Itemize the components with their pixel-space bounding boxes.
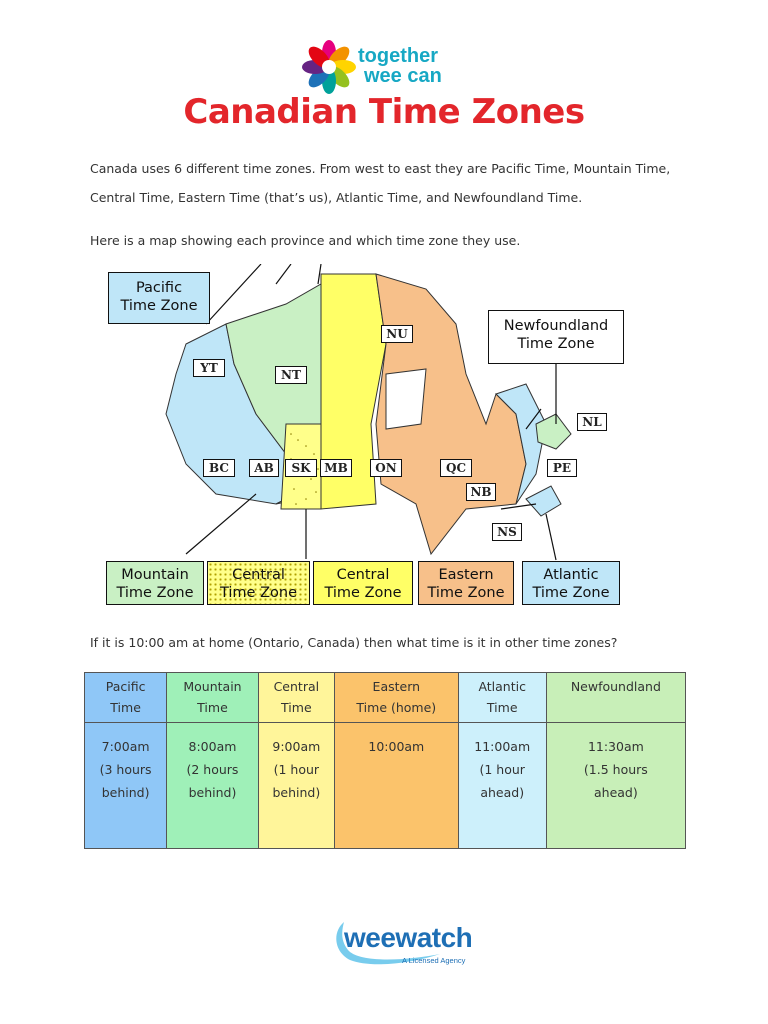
- header-eastern: [334, 673, 458, 723]
- flower-logo-icon: [300, 38, 358, 96]
- eastern-zone-label: [418, 561, 514, 605]
- weewatch-tagline: A Licensed Agency: [402, 956, 466, 965]
- map-intro-paragraph: Here is a map showing each province and which time zone they use.: [90, 233, 521, 248]
- header-line: Newfoundland: [570, 679, 661, 694]
- mountain-zone-label: [106, 561, 204, 605]
- cell-line: behind): [188, 785, 237, 800]
- header-line: Mountain: [183, 679, 242, 694]
- province-label-nt: NT: [275, 366, 307, 384]
- atlantic-zone-label: [522, 561, 620, 605]
- province-label-yt: YT: [193, 359, 225, 377]
- cell-line: (2 hours: [186, 762, 239, 777]
- header-line: Time: [197, 700, 228, 715]
- zone-label-line: Time Zone: [116, 585, 194, 601]
- header-line: Time (home): [356, 700, 437, 715]
- province-label-nu: NU: [381, 325, 413, 343]
- province-label-sk: SK: [285, 459, 317, 477]
- cell-line: 7:00am: [101, 739, 150, 754]
- header-line: Central: [273, 679, 320, 694]
- province-label-nl: NL: [577, 413, 607, 431]
- cell-newfoundland: [546, 723, 685, 849]
- cell-line: (3 hours: [99, 762, 152, 777]
- zone-label-line: Time Zone: [219, 585, 297, 601]
- together-wee-can-logo: [300, 38, 470, 96]
- pacific-zone-label: [108, 272, 210, 324]
- zone-label-line: Mountain: [121, 567, 189, 583]
- header-line: Time: [281, 700, 312, 715]
- zone-label-line: Time Zone: [517, 336, 595, 352]
- zone-label-line: Eastern: [438, 567, 494, 583]
- cell-line: ahead): [593, 785, 638, 800]
- province-label-mb: MB: [320, 459, 352, 477]
- province-label-qc: QC: [440, 459, 472, 477]
- zone-label-line: Time Zone: [120, 298, 198, 314]
- header-atlantic: [458, 673, 546, 723]
- header-pacific: [85, 673, 167, 723]
- cell-line: 8:00am: [188, 739, 237, 754]
- weewatch-wordmark: weewatch: [344, 922, 473, 953]
- page-title: Canadian Time Zones: [183, 92, 585, 132]
- intro-paragraph: Canada uses 6 different time zones. From west to east they are Pacific Time, Mountain Time, Central Time, Eastern Time (that’s us), Atlantic Time, and Newfoundland Time.: [90, 161, 671, 205]
- cell-line: 11:30am: [587, 739, 644, 754]
- cell-line: 9:00am: [272, 739, 321, 754]
- central-sk-zone-label: [207, 561, 310, 605]
- province-label-nb: NB: [466, 483, 496, 501]
- header-line: Atlantic: [478, 679, 526, 694]
- zone-label-line: Time Zone: [427, 585, 505, 601]
- province-label-ab: AB: [249, 459, 279, 477]
- cell-line: (1 hour: [479, 762, 525, 777]
- time-zone-table: [84, 672, 686, 849]
- cell-line: behind): [101, 785, 150, 800]
- header-newfoundland: [546, 673, 685, 723]
- brand-line-2: wee can: [364, 65, 442, 87]
- cell-eastern: [334, 723, 458, 849]
- cell-pacific: [85, 723, 167, 849]
- table-row: [85, 723, 686, 849]
- cell-line: (1.5 hours: [583, 762, 648, 777]
- weewatch-logo: [330, 918, 480, 968]
- cell-line: behind): [272, 785, 321, 800]
- zone-label-line: Central: [232, 567, 285, 583]
- cell-atlantic: [458, 723, 546, 849]
- zone-label-line: Time Zone: [324, 585, 402, 601]
- header-central: [258, 673, 334, 723]
- province-label-ns: NS: [492, 523, 522, 541]
- cell-central: [258, 723, 334, 849]
- zone-label-line: Time Zone: [532, 585, 610, 601]
- newfoundland-zone-label: [488, 310, 624, 364]
- cell-line: (1 hour: [273, 762, 320, 777]
- header-line: Pacific: [105, 679, 146, 694]
- central-zone-label: [313, 561, 413, 605]
- header-line: Time: [110, 700, 141, 715]
- province-label-pe: PE: [547, 459, 577, 477]
- cell-mountain: [167, 723, 259, 849]
- province-label-bc: BC: [203, 459, 235, 477]
- zone-label-line: Pacific: [135, 280, 183, 296]
- province-label-on: ON: [370, 459, 402, 477]
- cell-line: 11:00am: [474, 739, 531, 754]
- brand-line-1: together: [358, 45, 438, 67]
- table-header-row: [85, 673, 686, 723]
- header-line: Time: [486, 700, 518, 715]
- header-mountain: [167, 673, 259, 723]
- zone-label-line: Atlantic: [543, 567, 599, 583]
- zone-label-line: Central: [336, 567, 390, 583]
- zone-label-line: Newfoundland: [503, 318, 609, 334]
- cell-line: 10:00am: [368, 739, 425, 754]
- header-line: Eastern: [372, 679, 421, 694]
- question-text: If it is 10:00 am at home (Ontario, Canada) then what time is it in other time zones?: [90, 635, 618, 650]
- cell-line: ahead): [480, 785, 525, 800]
